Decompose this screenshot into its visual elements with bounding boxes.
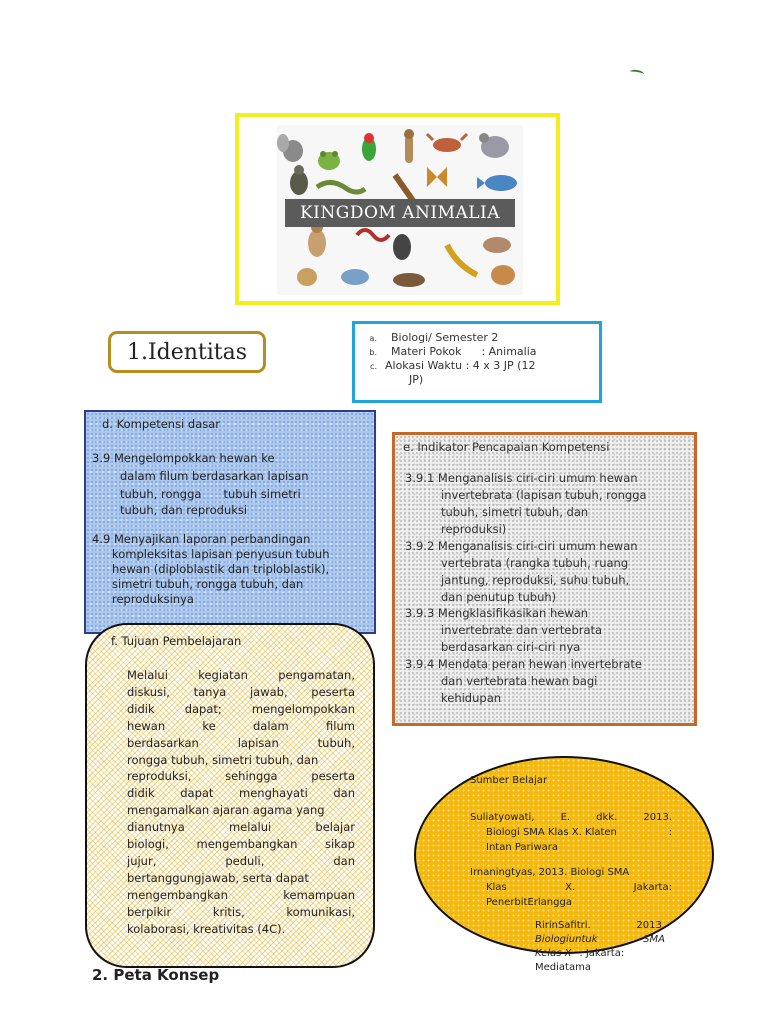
ind-item-3-9-2: 3.9.2 Menganalisis ciri-ciri umum hewan: [405, 539, 638, 553]
ref-word: Klas: [486, 882, 507, 893]
tujuan-word: rongga tubuh, simetri tubuh, dan: [127, 752, 319, 767]
tujuan-line: [127, 837, 355, 851]
tujuan-word: reproduksi,: [127, 769, 192, 784]
tujuan-word: mengembangkan: [196, 837, 298, 851]
tujuan-word: kemampuan: [283, 887, 355, 902]
tujuan-word: dalam: [252, 718, 289, 733]
tujuan-line: [127, 871, 309, 885]
tujuan-line: [127, 753, 318, 767]
koala-icon: [479, 133, 509, 158]
sumber-ref-3-line-3: [535, 948, 624, 959]
ind-line: dan vertebrata hewan bagi: [441, 674, 598, 688]
cover-frame: [235, 113, 560, 305]
beetle-icon: [393, 234, 411, 260]
tujuan-word: peduli,: [225, 853, 265, 868]
tujuan-word: kegiatan: [198, 668, 248, 682]
parrot-icon: [362, 133, 376, 161]
tujuan-word: diskusi,: [127, 684, 170, 699]
ref-word: RirinSafitri.: [535, 920, 591, 931]
identity-letter: c.: [370, 362, 377, 371]
ref-text: Kelas X: [535, 948, 572, 959]
tujuan-word: dianutnya: [127, 820, 185, 835]
tujuan-word: melalui: [228, 820, 272, 835]
identity-label: Materi Pokok: [391, 345, 462, 358]
kd-text: tubuh, rongga: [120, 487, 202, 501]
hamster-2-icon: [491, 265, 515, 285]
tujuan-word: menghayati: [239, 786, 308, 801]
tujuan-word: lapisan: [237, 735, 279, 750]
tujuan-word: biologi,: [127, 837, 169, 851]
rat-icon: [483, 237, 511, 253]
ref-word: Biologiuntuk: [535, 934, 598, 945]
identity-value: Alokasi Waktu : 4 x 3 JP (12: [385, 359, 536, 372]
identitas-heading: 1.Identitas: [108, 331, 266, 373]
kd-item-4-9-line: simetri tubuh, rongga tubuh, dan: [112, 577, 304, 591]
tujuan-line: [127, 922, 285, 936]
kd-item-3-9-line: dalam filum berdasarkan lapisan: [120, 469, 309, 483]
ref-word: dkk.: [596, 812, 618, 823]
kd-item-4-9-line: reproduksinya: [112, 592, 194, 606]
identity-item-b: [355, 345, 537, 360]
lizard-icon: [317, 182, 365, 192]
tujuan-word: didik: [127, 701, 155, 716]
cover-title: KINGDOM ANIMALIA: [285, 199, 515, 227]
tujuan-word: jawab,: [249, 684, 288, 699]
tujuan-line: [127, 786, 355, 800]
sumber-ref-1-line-2: [486, 827, 672, 838]
kd-text: tubuh simetri: [223, 487, 301, 501]
tujuan-line: [127, 685, 355, 699]
tujuan-line: [127, 854, 355, 868]
ref-word: 2013.: [636, 920, 665, 931]
kompetensi-dasar-box: [84, 410, 376, 634]
platypus-icon: [393, 273, 425, 287]
decorative-mark: [630, 69, 645, 77]
tujuan-word: dan: [333, 853, 355, 868]
sumber-heading: Sumber Belajar: [470, 775, 548, 786]
sumber-ref-3: [535, 920, 665, 980]
tujuan-word: tanya: [193, 684, 227, 699]
identity-box: [352, 321, 602, 403]
ref-word: 2013.: [643, 812, 672, 823]
tujuan-word: didik: [127, 786, 155, 801]
snake-icon: [357, 230, 389, 240]
kd-item-4-9-line: hewan (diploblastik dan triploblastik),: [112, 562, 330, 576]
identity-letter: b.: [369, 348, 377, 357]
sumber-ref-1-line-1: [470, 812, 672, 823]
sumber-ref-3-line-1: [535, 920, 665, 931]
tujuan-word: dapat;: [184, 701, 222, 716]
ref-word: Biologi SMA Klas X. Klaten: [486, 827, 617, 838]
ind-line: invertebrata (lapisan tubuh, rongga: [441, 488, 647, 502]
tujuan-line: [127, 769, 355, 783]
kd-heading: d. Kompetensi dasar: [102, 417, 221, 431]
indikator-box: [392, 432, 697, 726]
ref-text: . Jakarta:: [579, 948, 625, 959]
sumber-ref-3-line-2: [535, 934, 665, 945]
ref-word: Jakarta:: [633, 882, 672, 893]
kd-item-3-9-line: [120, 487, 301, 501]
identity-value: Biologi/ Semester 2: [391, 331, 499, 344]
tujuan-line: [127, 702, 355, 716]
bird-icon: [290, 165, 308, 195]
ind-line: dan penutup tubuh): [441, 590, 557, 604]
tujuan-word: jujur,: [127, 853, 157, 868]
sumber-ref-1-line-3: Intan Pariwara: [486, 842, 558, 853]
identity-value: : Animalia: [481, 345, 537, 358]
identity-item-c: [355, 359, 535, 374]
ref-word: :: [668, 827, 672, 838]
tujuan-line: [127, 905, 355, 919]
butterfly-icon: [427, 167, 447, 187]
kd-item-4-9: 4.9 Menyajikan laporan perbandingan: [92, 532, 311, 546]
ind-item-3-9-3: 3.9.3 Mengklasifikasikan hewan: [405, 606, 589, 620]
tujuan-word: pengamatan,: [278, 668, 355, 682]
ind-line: vertebrata (rangka tubuh, ruang: [441, 556, 629, 570]
meerkat-icon: [404, 129, 414, 163]
ind-line: invertebrate dan vertebrata: [441, 623, 603, 637]
peta-konsep-heading: 2. Peta Konsep: [92, 966, 220, 984]
ref-word: E.: [560, 812, 571, 823]
ind-line: tubuh, simetri tubuh, dan: [441, 505, 589, 519]
sumber-ref-2-line-3: PenerbitErlangga: [486, 897, 572, 908]
tujuan-word: mengelompokkan: [251, 701, 355, 716]
ind-item-3-9-1: 3.9.1 Menganalisis ciri-ciri umum hewan: [405, 471, 638, 485]
ref-word: X.: [565, 882, 576, 893]
ind-line: reproduksi): [441, 522, 507, 536]
ind-heading: e. Indikator Pencapaian Kompetensi: [403, 440, 610, 454]
sumber-ref-2-line-1: Irnaningtyas, 2013. Biologi SMA: [470, 867, 630, 878]
ind-line: berdasarkan ciri-ciri nya: [441, 640, 581, 654]
ind-line: kehidupan: [441, 691, 502, 705]
tujuan-word: berdasarkan: [127, 735, 199, 750]
crab-icon: [427, 134, 467, 152]
tujuan-line: [127, 719, 355, 733]
tujuan-word: peserta: [311, 684, 355, 699]
kd-item-3-9: 3.9 Mengelompokkan hewan ke: [92, 451, 275, 465]
tujuan-word: filum: [326, 718, 355, 733]
tujuan-word: tubuh,: [317, 735, 355, 750]
identity-letter: a.: [369, 334, 377, 343]
squirrel-icon: [277, 134, 303, 162]
tujuan-word: peserta: [311, 769, 355, 784]
identity-item-c-cont: JP): [409, 373, 424, 386]
tujuan-word: mengamalkan ajaran agama yang: [127, 803, 325, 818]
sumber-ref-2-line-2: [486, 882, 672, 893]
frog-icon: [318, 151, 340, 170]
tujuan-word: dapat: [180, 786, 214, 801]
tujuan-word: Melalui: [127, 668, 168, 682]
tujuan-word: kritis,: [212, 904, 245, 919]
tujuan-word: berpikir: [127, 904, 172, 919]
tujuan-line: [127, 803, 325, 817]
tujuan-line: [127, 888, 355, 902]
tujuan-word: mengembangkan: [127, 887, 228, 902]
tujuan-word: komunikasi,: [286, 904, 355, 919]
ind-line: jantung, reproduksi, suhu tubuh,: [441, 573, 630, 587]
tujuan-word: dan: [333, 786, 355, 801]
tujuan-word: sikap: [324, 837, 355, 851]
tujuan-line: [127, 820, 355, 834]
tujuan-line: [127, 668, 355, 682]
tujuan-word: kolaborasi, kreativitas (4C).: [127, 921, 286, 936]
tujuan-heading: f. Tujuan Pembelajaran: [111, 634, 242, 648]
identity-item-a: [355, 331, 498, 346]
tujuan-pembelajaran-box: [85, 623, 375, 968]
tujuan-word: sehingga: [225, 769, 278, 784]
ref-word: SMA: [643, 934, 665, 945]
hamster-icon: [297, 268, 317, 286]
ind-item-3-9-4: 3.9.4 Mendata peran hewan invertebrate: [405, 657, 642, 671]
salamander-icon: [447, 245, 477, 275]
cover-illustration: [277, 125, 523, 295]
crab-blue-icon: [341, 269, 369, 285]
kd-item-3-9-line: tubuh, dan reproduksi: [120, 503, 248, 517]
tujuan-word: hewan: [127, 718, 166, 733]
tujuan-word: ke: [202, 718, 216, 733]
sumber-ref-3-line-4: Mediatama: [535, 962, 591, 973]
tujuan-word: belajar: [315, 820, 355, 835]
kd-item-4-9-line: kompleksitas lapisan penyusun tubuh: [112, 547, 330, 561]
tujuan-word: bertanggungjawab, serta dapat: [127, 870, 309, 885]
ref-word: Suliatyowati,: [470, 812, 535, 823]
fish-icon: [477, 175, 517, 191]
tujuan-line: [127, 736, 355, 750]
